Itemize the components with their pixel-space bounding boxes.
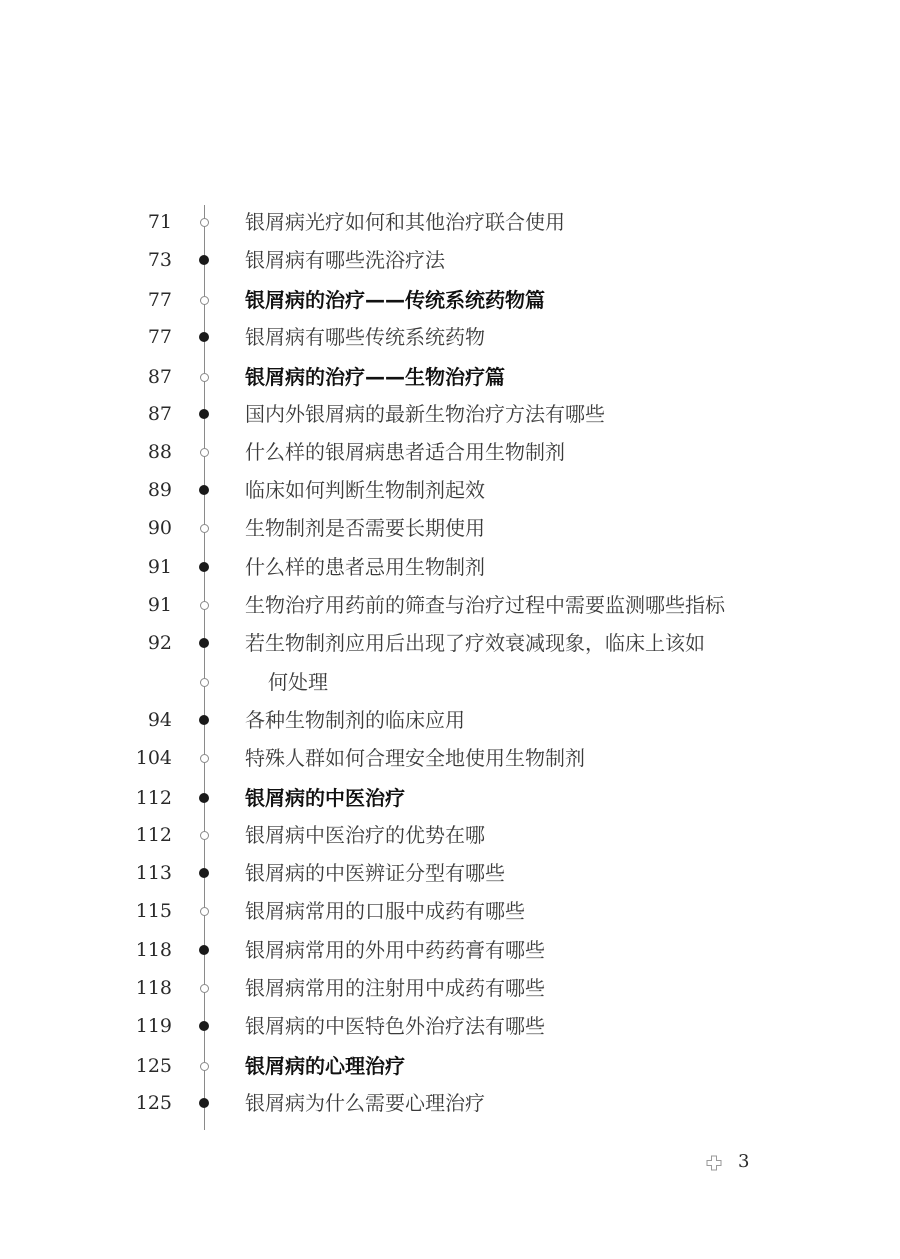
toc-page-number: 112 xyxy=(135,787,172,809)
toc-entry-title: 银屑病光疗如何和其他治疗联合使用 xyxy=(245,210,565,234)
filled-dot-icon xyxy=(199,332,209,342)
open-dot-icon xyxy=(200,984,209,993)
toc-entry[interactable] xyxy=(0,705,900,735)
toc-page-number: 92 xyxy=(147,632,172,655)
toc-section-heading[interactable] xyxy=(0,285,900,315)
toc-entry-title: 什么样的患者忌用生物制剂 xyxy=(245,554,485,579)
page-number: 3 xyxy=(738,1151,750,1172)
filled-dot-icon xyxy=(199,255,209,265)
open-dot-icon xyxy=(200,373,209,382)
toc-entry[interactable] xyxy=(0,207,900,237)
toc-entry-title: 银屑病的中医治疗 xyxy=(245,786,405,810)
toc-entry-title: 银屑病的中医辨证分型有哪些 xyxy=(245,861,505,886)
toc-page-number: 112 xyxy=(135,823,172,846)
toc-page-number: 118 xyxy=(135,938,172,961)
filled-dot-icon xyxy=(199,485,209,495)
toc-entry[interactable] xyxy=(0,590,900,620)
toc-entry[interactable] xyxy=(0,513,900,543)
toc-page-number: 125 xyxy=(135,1055,172,1078)
open-dot-icon xyxy=(200,678,209,687)
open-dot-icon xyxy=(200,218,209,227)
toc-entry-title: 各种生物制剂的临床应用 xyxy=(245,707,465,732)
open-dot-icon xyxy=(200,754,209,763)
toc-page-number: 90 xyxy=(147,517,172,540)
toc-entry[interactable] xyxy=(0,399,900,429)
toc-page-number: 87 xyxy=(147,365,172,388)
toc-entry[interactable] xyxy=(0,628,900,658)
filled-dot-icon xyxy=(199,868,209,878)
toc-entry[interactable] xyxy=(0,858,900,888)
toc-page-number: 73 xyxy=(147,249,172,272)
filled-dot-icon xyxy=(199,1098,209,1108)
toc-page-number: 91 xyxy=(147,555,172,578)
toc-entry[interactable] xyxy=(0,935,900,965)
toc-page-number: 87 xyxy=(147,402,172,425)
toc-section-heading[interactable] xyxy=(0,1051,900,1081)
open-dot-icon xyxy=(200,296,209,305)
toc-page-number: 104 xyxy=(135,747,172,770)
filled-dot-icon xyxy=(199,638,209,648)
open-dot-icon xyxy=(200,907,209,916)
toc-page-number: 115 xyxy=(135,900,172,923)
open-dot-icon xyxy=(200,1062,209,1071)
toc-page-number: 77 xyxy=(147,289,172,312)
toc-entry-title: 特殊人群如何合理安全地使用生物制剂 xyxy=(245,746,585,771)
filled-dot-icon xyxy=(199,1021,209,1031)
open-dot-icon xyxy=(200,524,209,533)
toc-entry-title: 生物制剂是否需要长期使用 xyxy=(245,516,485,541)
toc-entry-title: 何处理 xyxy=(268,669,328,694)
medical-cross-icon xyxy=(706,1155,722,1171)
toc-entry-title: 若生物制剂应用后出现了疗效衰减现象，临床上该如 xyxy=(245,631,705,656)
filled-dot-icon xyxy=(199,793,209,803)
toc-entry-continuation[interactable] xyxy=(0,667,900,697)
toc-page-number: 125 xyxy=(135,1091,172,1114)
toc-page-number: 77 xyxy=(147,325,172,348)
toc-entry[interactable] xyxy=(0,245,900,275)
toc-entry[interactable] xyxy=(0,743,900,773)
toc-entry[interactable] xyxy=(0,552,900,582)
toc-entry-title: 银屑病的中医特色外治疗法有哪些 xyxy=(245,1014,545,1039)
toc-entry[interactable] xyxy=(0,896,900,926)
toc-entry-title: 银屑病常用的外用中药药膏有哪些 xyxy=(245,937,545,962)
toc-entry[interactable] xyxy=(0,1011,900,1041)
toc-entry-title: 国内外银屑病的最新生物治疗方法有哪些 xyxy=(245,401,605,426)
filled-dot-icon xyxy=(199,715,209,725)
toc-entry[interactable] xyxy=(0,437,900,467)
toc-entry-title: 银屑病有哪些传统系统药物 xyxy=(245,324,485,349)
toc-entry-title: 临床如何判断生物制剂起效 xyxy=(245,478,485,503)
toc-entry-title: 银屑病的治疗——传统系统药物篇 xyxy=(245,288,545,313)
toc-entry-title: 什么样的银屑病患者适合用生物制剂 xyxy=(245,439,565,464)
toc-entry-title: 银屑病的治疗——生物治疗篇 xyxy=(245,364,505,389)
toc-entry-title: 银屑病的心理治疗 xyxy=(245,1054,405,1079)
toc-entry[interactable] xyxy=(0,1088,900,1118)
toc-entry[interactable] xyxy=(0,322,900,352)
toc-section-heading[interactable] xyxy=(0,783,900,813)
toc-entry-title: 银屑病常用的口服中成药有哪些 xyxy=(245,899,525,924)
toc-entry-title: 生物治疗用药前的筛查与治疗过程中需要监测哪些指标 xyxy=(245,593,725,617)
toc-entry-title: 银屑病为什么需要心理治疗 xyxy=(245,1090,485,1115)
toc-entry-title: 银屑病常用的注射用中成药有哪些 xyxy=(245,976,545,1000)
open-dot-icon xyxy=(200,831,209,840)
toc-entry[interactable] xyxy=(0,973,900,1003)
toc-page-number: 71 xyxy=(147,211,172,233)
toc-page-number: 94 xyxy=(147,708,172,731)
toc-page-number: 88 xyxy=(147,440,172,463)
toc-page-number: 91 xyxy=(147,594,172,616)
toc-page-number: 89 xyxy=(147,479,172,502)
toc-entry[interactable] xyxy=(0,820,900,850)
open-dot-icon xyxy=(200,448,209,457)
toc-entry-title: 银屑病有哪些洗浴疗法 xyxy=(245,248,445,273)
toc-page-number: 113 xyxy=(135,862,172,885)
toc-section-heading[interactable] xyxy=(0,362,900,392)
toc-entry[interactable] xyxy=(0,475,900,505)
toc-page-number: 118 xyxy=(135,977,172,999)
toc-entry-title: 银屑病中医治疗的优势在哪 xyxy=(245,822,485,847)
filled-dot-icon xyxy=(199,409,209,419)
open-dot-icon xyxy=(200,601,209,610)
filled-dot-icon xyxy=(199,945,209,955)
toc-page-number: 119 xyxy=(135,1015,172,1038)
filled-dot-icon xyxy=(199,562,209,572)
